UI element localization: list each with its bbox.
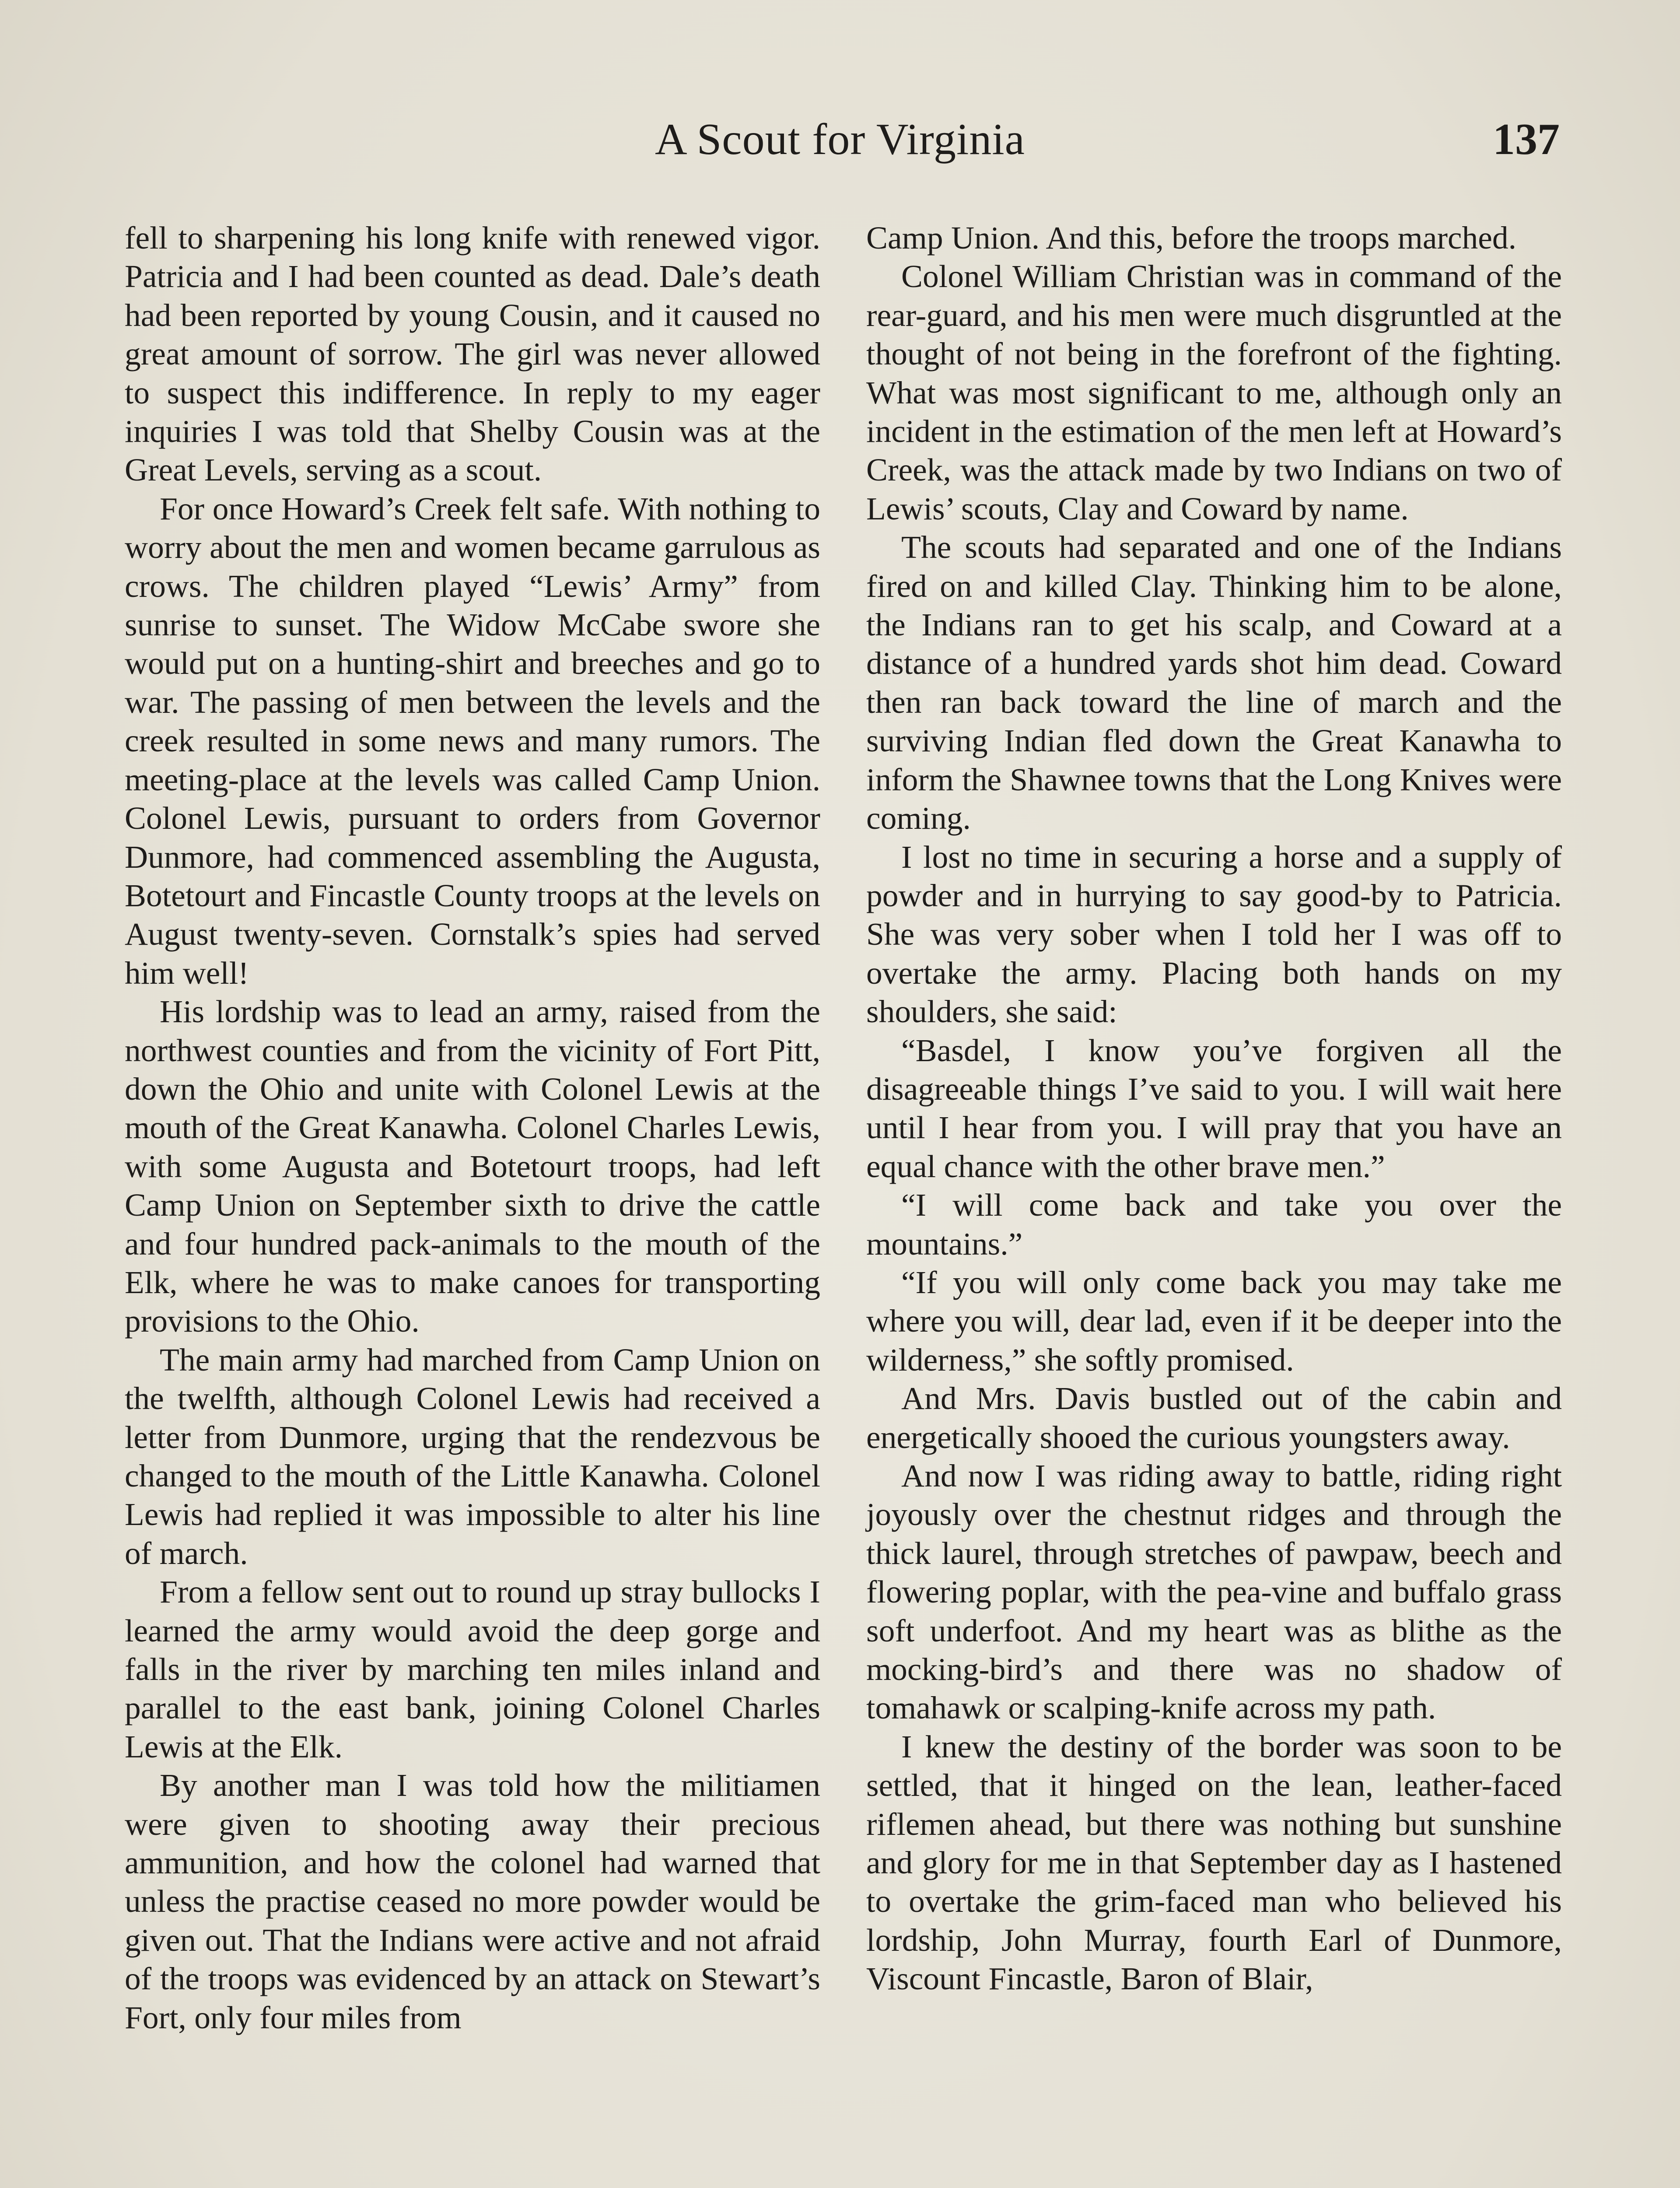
text-columns (125, 219, 1562, 2188)
paragraph: fell to sharpening his long knife with renewed vigor. Patricia and I had been counted as dead. Dale’s death had been reported by young Cousin, and it caused no great amount of sorrow. The girl was never allowed to suspect this indifference. In reply to my eager inquiries I was told that Shelby Cousin was at the Great Levels, serving as a scout. (125, 220, 820, 488)
paragraph: And Mrs. Davis bustled out of the cabin and energetically shooed the curious youngsters away. (866, 1381, 1562, 1455)
left-column (125, 219, 820, 2188)
paragraph: “I will come back and take you over the mountains.” (866, 1187, 1562, 1262)
paragraph: For once Howard’s Creek felt safe. With nothing to worry about the men and women became garrulous as crows. The children played “Lewis’ Army” from sunrise to sunset. The Widow McCabe swore she would put on a hunting-shirt and breeches and go to war. The passing of men between the levels and the creek resulted in some news and many rumors. The meeting-place at the levels was called Camp Union. Colonel Lewis, pursuant to orders from Governor Dunmore, had commenced assembling the Augusta, Botetourt and Fincastle County troops at the levels on August twenty-seven. Cornstalk’s spies had served him well! (125, 491, 820, 991)
paragraph: Colonel William Christian was in command of the rear-guard, and his men were much disgruntled at the thought of not being in the forefront of the fighting. What was most significant to me, although only an incident in the estimation of the men left at Howard’s Creek, was the attack made by two Indians on two of Lewis’ scouts, Clay and Coward by name. (866, 259, 1562, 526)
paragraph: The main army had marched from Camp Union on the twelfth, although Colonel Lewis had received a letter from Dunmore, urging that the rendezvous be changed to the mouth of the Little Kanawha. Colonel Lewis had replied it was impossible to alter his line of march. (125, 1342, 820, 1571)
paragraph: Camp Union. And this, before the troops marched. (866, 220, 1517, 256)
paragraph: “Basdel, I know you’ve forgiven all the disagreeable things I’ve said to you. I will wait here until I hear from you. I will pray that you have an equal chance with the other brave men.” (866, 1032, 1562, 1184)
running-title: A Scout for Virginia (655, 115, 1025, 164)
paragraph: By another man I was told how the militiamen were given to shooting away their precious ammunition, and how the colonel had warned that unless the practise ceased no more powder would be given out. That the Indians were active and not afraid of the troops was evidenced by an attack on Stewart’s Fort, only four miles from (125, 1767, 820, 2035)
paragraph: The scouts had separated and one of the Indians fired on and killed Clay. Thinking him to be alone, the Indians ran to get his scalp, and Coward at a distance of a hundred yards shot him dead. Coward then ran back toward the line of march and the surviving Indian fled down the Great Kanawha to inform the Shawnee towns that the Long Knives were coming. (866, 529, 1562, 836)
paragraph: I knew the destiny of the border was soon to be settled, that it hinged on the lean, leather-faced riflemen ahead, but there was nothing but sunshine and glory for me in that September day as I hastened to overtake the grim-faced man who believed his lordship, John Murray, fourth Earl of Dunmore, Viscount Fincastle, Baron of Blair, (866, 1729, 1562, 1997)
paragraph: His lordship was to lead an army, raised from the northwest counties and from the vicinity of Fort Pitt, down the Ohio and unite with Colonel Lewis at the mouth of the Great Kanawha. Colonel Charles Lewis, with some Augusta and Botetourt troops, had left Camp Union on September sixth to drive the cattle and four hundred pack-animals to the mouth of the Elk, where he was to make canoes for transporting provisions to the Ohio. (125, 994, 820, 1339)
right-column (866, 219, 1562, 2188)
paragraph: And now I was riding away to battle, riding right joyously over the chestnut ridges and through the thick laurel, through stretches of pawpaw, beech and flowering poplar, with the pea-vine and buffalo grass soft underfoot. And my heart was as blithe as the mocking-bird’s and there was no shadow of tomahawk or scalping-knife across my path. (866, 1458, 1562, 1726)
page-number: 137 (1493, 115, 1560, 164)
paragraph: From a fellow sent out to round up stray bullocks I learned the army would avoid the deep gorge and falls in the river by marching ten miles inland and parallel to the east bank, joining Colonel Charles Lewis at the Elk. (125, 1574, 820, 1764)
paragraph: “If you will only come back you may take me where you will, dear lad, even if it be deeper into the wilderness,” she softly promised. (866, 1264, 1562, 1378)
paragraph: I lost no time in securing a horse and a supply of powder and in hurrying to say good-by to Patricia. She was very sober when I told her I was off to overtake the army. Placing both hands on my shoulders, she said: (866, 839, 1562, 1030)
